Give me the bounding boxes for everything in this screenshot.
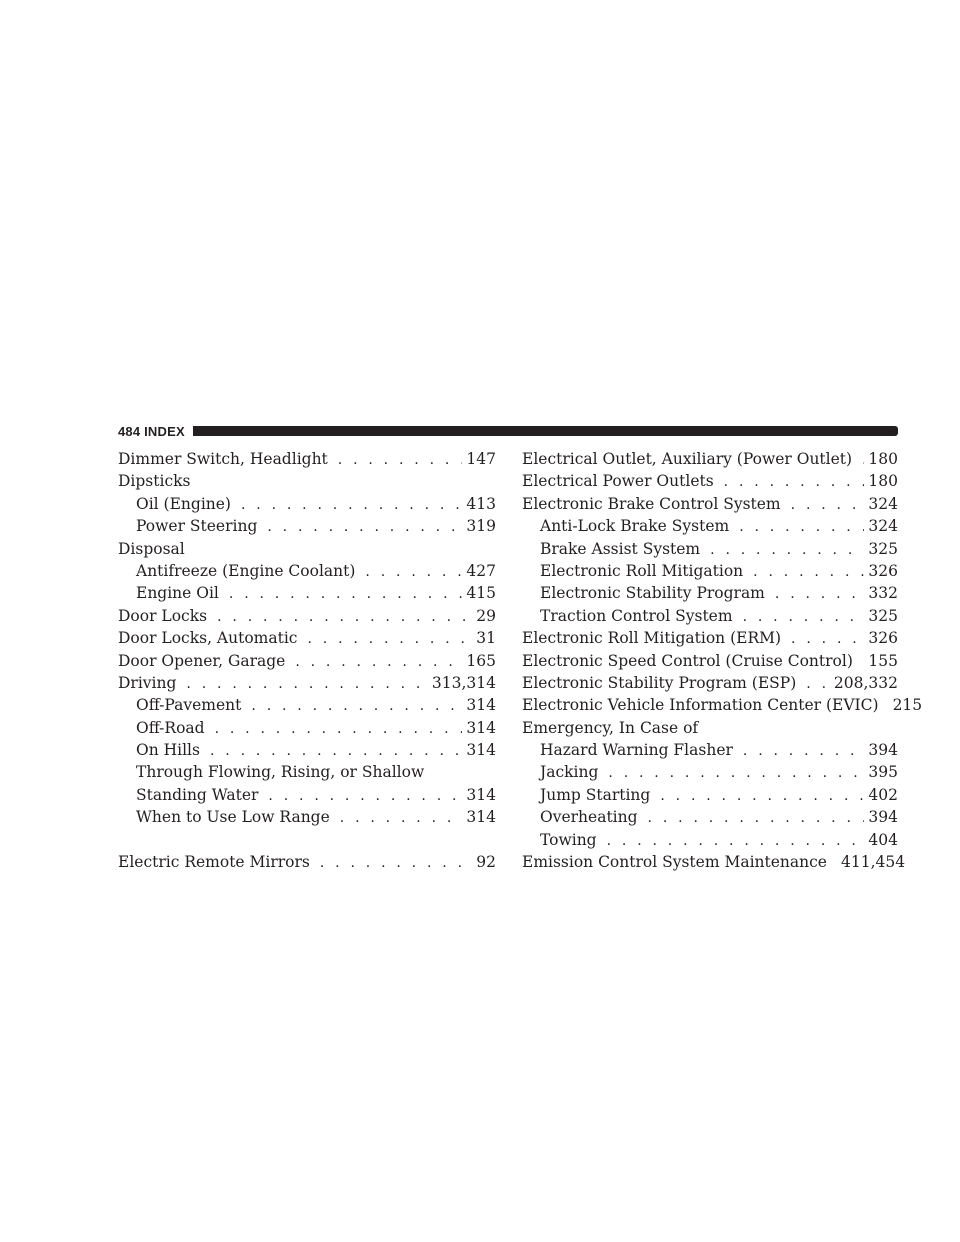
entry-page-number: 324 bbox=[868, 517, 898, 536]
entry-page-number: 324 bbox=[868, 494, 898, 513]
entry-term: Door Opener, Garage bbox=[118, 651, 286, 670]
entry-page-number: 394 bbox=[868, 808, 898, 827]
index-subentry bbox=[522, 582, 898, 604]
entry-page-number: 314 bbox=[466, 785, 496, 804]
header-rule bbox=[193, 426, 898, 436]
index-heading: Disposal bbox=[118, 539, 185, 558]
entry-page-number: 313,314 bbox=[431, 673, 496, 692]
dot-leader bbox=[365, 561, 462, 583]
entry-term: Driving bbox=[118, 673, 177, 692]
index-subentry bbox=[118, 784, 496, 806]
entry-term: Electronic Roll Mitigation (ERM) bbox=[522, 629, 782, 648]
dot-leader bbox=[710, 539, 864, 561]
index-subentry bbox=[522, 829, 898, 851]
dot-leader bbox=[743, 606, 865, 628]
index-subentry bbox=[118, 560, 496, 582]
entry-page-number: 314 bbox=[466, 741, 496, 760]
index-entry bbox=[118, 605, 496, 627]
entry-page-number: 147 bbox=[466, 450, 496, 468]
entry-term: On Hills bbox=[136, 741, 200, 760]
index-subentry bbox=[522, 761, 898, 783]
page-header-label bbox=[118, 424, 193, 439]
entry-term: When to Use Low Range bbox=[136, 808, 330, 827]
entry-page-number: 411,454 bbox=[840, 853, 906, 872]
index-subentry bbox=[118, 493, 496, 515]
dot-leader bbox=[806, 673, 830, 695]
index-subentry bbox=[522, 784, 898, 806]
dot-leader bbox=[267, 516, 462, 538]
dot-leader bbox=[862, 449, 864, 471]
entry-term: Off-Road bbox=[136, 718, 205, 737]
entry-term: Door Locks bbox=[118, 606, 208, 625]
index-heading: Dipsticks bbox=[118, 472, 191, 491]
entry-term: Dimmer Switch, Headlight bbox=[118, 450, 328, 468]
dot-leader bbox=[268, 785, 462, 807]
dot-leader bbox=[338, 449, 463, 471]
entry-page-number: 155 bbox=[868, 651, 898, 670]
entry-page-number: 325 bbox=[868, 606, 898, 625]
entry-page-number: 92 bbox=[476, 853, 496, 872]
entry-page-number: 394 bbox=[868, 741, 898, 760]
dot-leader bbox=[186, 673, 427, 695]
entry-page-number: 402 bbox=[868, 785, 898, 804]
entry-term: Traction Control System bbox=[540, 606, 733, 625]
index-column-right bbox=[522, 448, 923, 873]
entry-page-number: 208,332 bbox=[833, 673, 898, 692]
dot-leader bbox=[295, 651, 462, 673]
index-entry bbox=[118, 851, 496, 873]
index-entry bbox=[118, 650, 496, 672]
entry-term: Overheating bbox=[540, 808, 638, 827]
dot-leader bbox=[791, 628, 864, 650]
dot-leader bbox=[739, 516, 864, 538]
index-entry bbox=[522, 493, 898, 515]
index-entry bbox=[522, 470, 898, 492]
dot-leader bbox=[251, 695, 462, 717]
dot-leader bbox=[607, 830, 865, 852]
entry-page-number: 180 bbox=[868, 450, 898, 468]
index-entry bbox=[522, 851, 906, 873]
entry-page-number: 319 bbox=[466, 517, 496, 536]
entry-term: Electrical Outlet, Auxiliary (Power Outlet) bbox=[522, 450, 853, 468]
entry-term: Brake Assist System bbox=[540, 539, 701, 558]
index-subentry bbox=[522, 605, 898, 627]
entry-term: Electronic Brake Control System bbox=[522, 494, 781, 513]
entry-term: Electric Remote Mirrors bbox=[118, 853, 310, 872]
index-heading: Emergency, In Case of bbox=[522, 718, 699, 737]
entry-term: Oil (Engine) bbox=[136, 494, 231, 513]
entry-term: Door Locks, Automatic bbox=[118, 629, 298, 648]
index-subentry bbox=[118, 717, 496, 739]
index-subentry bbox=[118, 739, 496, 761]
dot-leader bbox=[210, 740, 462, 762]
dot-leader bbox=[791, 494, 865, 516]
entry-term: Electronic Roll Mitigation bbox=[540, 561, 744, 580]
entry-page-number: 326 bbox=[868, 561, 898, 580]
dot-leader bbox=[724, 471, 865, 493]
entry-term: Electronic Speed Control (Cruise Control) bbox=[522, 651, 853, 670]
index-subentry bbox=[522, 739, 898, 761]
index-entry bbox=[522, 650, 898, 672]
entry-page-number: 415 bbox=[466, 584, 496, 603]
index-subentry bbox=[522, 806, 898, 828]
entry-page-number: 180 bbox=[868, 472, 898, 491]
dot-leader bbox=[608, 762, 864, 784]
entry-term: Off-Pavement bbox=[136, 696, 242, 715]
index-subentry bbox=[118, 515, 496, 537]
entry-term: Electrical Power Outlets bbox=[522, 472, 714, 491]
entry-term: Power Steering bbox=[136, 517, 258, 536]
index-subentry bbox=[522, 538, 898, 560]
index-entry bbox=[118, 672, 496, 694]
entry-page-number: 404 bbox=[868, 830, 898, 849]
dot-leader bbox=[753, 561, 864, 583]
index-entry bbox=[522, 694, 923, 716]
dot-leader bbox=[241, 494, 462, 516]
index-subentry bbox=[118, 806, 496, 828]
dot-leader bbox=[648, 807, 865, 829]
entry-term: Electronic Vehicle Information Center (EVIC) bbox=[522, 696, 879, 715]
dot-leader bbox=[307, 628, 472, 650]
entry-page-number: 29 bbox=[476, 606, 496, 625]
entry-page-number: 314 bbox=[466, 808, 496, 827]
dot-leader bbox=[320, 852, 472, 874]
dot-leader bbox=[215, 718, 463, 740]
section-title: INDEX bbox=[144, 423, 185, 439]
entry-term: Engine Oil bbox=[136, 584, 219, 603]
entry-page-number: 215 bbox=[892, 696, 923, 715]
index-entry bbox=[118, 627, 496, 649]
entry-page-number: 332 bbox=[868, 584, 898, 603]
dot-leader bbox=[217, 606, 472, 628]
dot-leader bbox=[340, 807, 463, 829]
dot-leader bbox=[229, 583, 463, 605]
entry-term: Hazard Warning Flasher bbox=[540, 741, 733, 760]
entry-page-number: 165 bbox=[466, 651, 496, 670]
index-subentry bbox=[118, 582, 496, 604]
entry-term: Anti-Lock Brake System bbox=[540, 517, 730, 536]
entry-page-number: 326 bbox=[868, 629, 898, 648]
entry-term: Towing bbox=[540, 830, 597, 849]
entry-term: Electronic Stability Program (ESP) bbox=[522, 673, 797, 692]
entry-page-number: 427 bbox=[466, 561, 496, 580]
index-entry bbox=[118, 448, 496, 470]
entry-term: Antifreeze (Engine Coolant) bbox=[136, 561, 356, 580]
entry-page-number: 395 bbox=[868, 763, 898, 782]
entry-term: Standing Water bbox=[136, 785, 259, 804]
dot-leader bbox=[863, 651, 865, 673]
entry-page-number: 413 bbox=[466, 494, 496, 513]
page-number: 484 bbox=[118, 423, 141, 439]
page-header bbox=[118, 420, 898, 442]
dot-leader bbox=[775, 583, 865, 605]
entry-term: Emission Control System Maintenance bbox=[522, 853, 827, 872]
entry-page-number: 314 bbox=[466, 718, 496, 737]
entry-page-number: 31 bbox=[476, 629, 496, 648]
index-entry bbox=[522, 448, 898, 470]
index-column-left bbox=[118, 448, 496, 873]
entry-term: Jacking bbox=[540, 763, 599, 782]
entry-term: Jump Starting bbox=[540, 785, 651, 804]
index-subentry bbox=[118, 694, 496, 716]
dot-leader bbox=[660, 785, 864, 807]
dot-leader bbox=[743, 740, 865, 762]
entry-term: Electronic Stability Program bbox=[540, 584, 765, 603]
index-subentry bbox=[522, 560, 898, 582]
entry-page-number: 314 bbox=[466, 696, 496, 715]
blank-line bbox=[118, 829, 496, 851]
index-entry bbox=[522, 627, 898, 649]
index-entry bbox=[522, 672, 898, 694]
entry-page-number: 325 bbox=[868, 539, 898, 558]
index-heading: Through Flowing, Rising, or Shallow bbox=[136, 763, 425, 782]
index-subentry bbox=[522, 515, 898, 537]
